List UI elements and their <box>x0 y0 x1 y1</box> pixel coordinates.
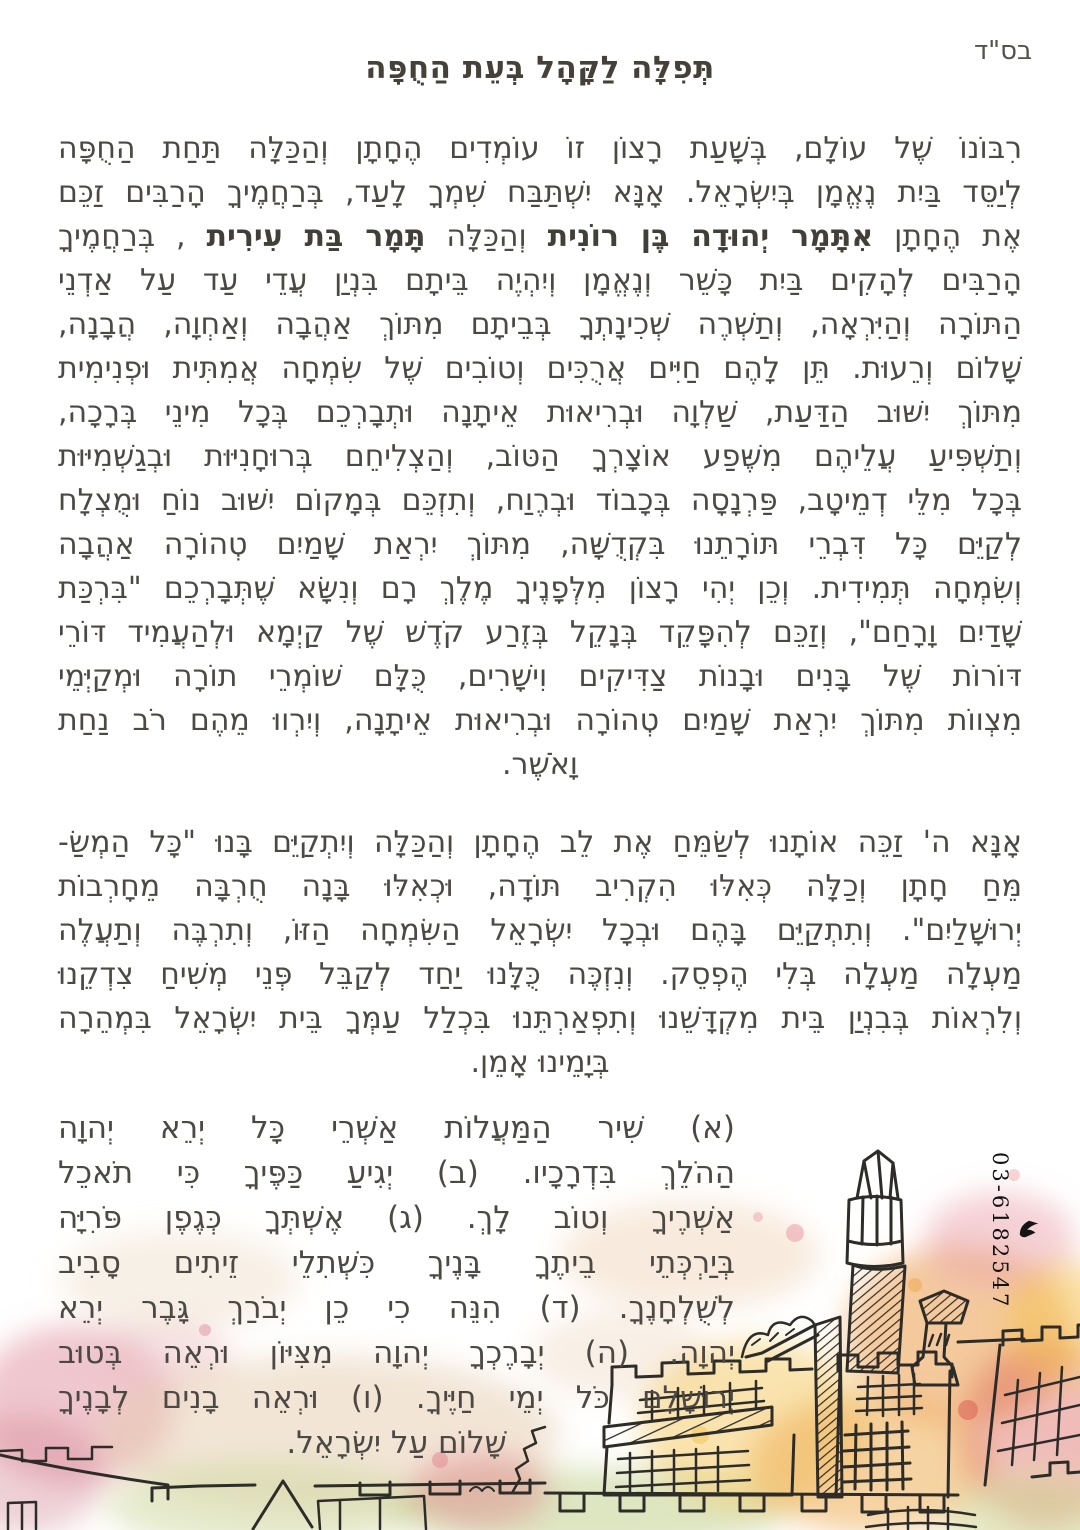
bsd-header: בס"ד <box>973 36 1032 66</box>
prayer-paragraph-second <box>58 821 1022 1085</box>
prayer-line: יְרוּשָׁלַיִם". וְתִתְקַיֵּם בָּהֶם וּבְכָל יִשְׂרָאֵל הַשִּׂמְחָה הַזּוֹ, וְתִרְבֶּה וְתַעֲלֶה <box>58 913 1022 948</box>
prayer-line: וְתַשְׁפִּיעַ עֲלֵיהֶם מִשֶּׁפַע אוֹצָרְךָ הַטּוֹב, וְהַצְלִיחֵם בְּרוּחָנִיּוּת וּבְגַשְׁמִיּוּת <box>58 439 1022 474</box>
prayer-line: שָׁלוֹם וְרֵעוּת. תֵּן לָהֶם חַיִּים אֲרֻכִּים וְטוֹבִים שֶׁל שִׂמְחָה אֲמִתִּית וּפְנִימִית <box>58 351 1022 386</box>
prayer-line: (א) שִׁיר הַמַּעֲלוֹת אַשְׁרֵי כָּל יְרֵא יְהוָה <box>58 1110 735 1146</box>
prayer-line: הַהֹלֵךְ בִּדְרָכָיו. (ב) יְגִיעַ כַּפֶּיךָ כִּי תֹאכֵל <box>58 1155 735 1191</box>
psalm-128-paragraph <box>58 1106 735 1466</box>
prayer-line: לְשֻׁלְחָנֶךָ. (ד) הִנֵּה כִי כֵן יְבֹרַךְ גָּבֶר יְרֵא <box>58 1290 735 1326</box>
prayer-line: יְרוּשָׁלָם כֹּל יְמֵי חַיֶּיךָ. (ו) וּרְאֵה בָנִים לְבָנֶיךָ <box>58 1380 735 1416</box>
prayer-paragraph-main <box>58 127 1022 787</box>
prayer-line: בְּכָל מִלֵּי דְמֵיטָב, פַּרְנָסָה בְּכָבוֹד וּבְרֶוַח, וְתִזְכֵּם בְּמָקוֹם יִשּׁוּב נוֹחַ וּמֻצְלָח <box>58 483 1022 518</box>
prayer-line: וְשִׂמְחָה תְּמִידִית. וְכֵן יְהִי רָצוֹן מִלְּפָנֶיךָ מֶלֶךְ רָם וְנִשָּׂא שֶׁתְּבָרְכֵם "בִּרְכַּת <box>58 571 1022 606</box>
prayer-line: אָנָּא ה' זַכֵּה אוֹתָנוּ לְשַׂמֵּחַ אֶת לֵב הֶחָתָן וְהַכַּלָּה וְיִתְקַיֵּם בָּנוּ "כָּל הַמְשַׂ- <box>58 825 1022 860</box>
prayer-line: הָרַבִּים לְהָקִים בַּיִת כָּשֵׁר וְנֶאֱמָן וְיִהְיֶה בֵּיתָם בִּנְיַן עֲדֵי עַד עַל אַדְנֵי <box>58 263 1022 298</box>
prayer-line: הַתּוֹרָה וְהַיִּרְאָה, וְתַשְׁרֶה שְׁכִינָתְךָ בְּבֵיתָם מִתּוֹךְ אַהֲבָה וְאַחְוָה, הֲבָנָה, <box>58 307 1022 342</box>
prayer-line: מַעְלָה מַעְלָה בְּלִי הֶפְסֵק. וְנִזְכֶּה כֻּלָּנוּ יַחַד לְקַבֵּל פְּנֵי מְשִׁיחַ צִדְקֵנוּ <box>58 957 1022 992</box>
prayer-line: בְּיָמֵינוּ אָמֵן. <box>470 1045 610 1080</box>
prayer-line: לְיַסֵּד בַּיִת נֶאֱמָן בְּיִשְׂרָאֵל. אָנָּא יִשְׁתַּבַּח שִׁמְךָ לָעַד, בְּרַחֲמֶיךָ הָרַבִּים זַכֵּם <box>58 175 1022 210</box>
prayer-line: מִצְווֹת מִתּוֹךְ יִרְאַת שָׁמַיִם טְהוֹרָה וּבְרִיאוּת אֵיתָנָה, וְיִרְווּ מֵהֶם רֹב נַחַת <box>58 703 1022 738</box>
prayer-line: לְקַיֵּם כָּל דִּבְרֵי תּוֹרָתֵנוּ בִּקְדֻשָּׁה, מִתּוֹךְ יִרְאַת שָׁמַיִם טְהוֹרָה אַהֲבָה <box>58 527 1022 562</box>
prayer-line: וְלִרְאוֹת בְּבִנְיַן בֵּית מִקְדָּשֵׁנוּ וְתִפְאַרְתֵּנוּ בִּכְלַל עַמְּךָ בֵּית יִשְׂרָאֵל בִּמְהֵרָה <box>58 1001 1022 1036</box>
prayer-line: רִבּוֹנוֹ שֶׁל עוֹלָם, בְּשָׁעַת רָצוֹן זוֹ עוֹמְדִים הֶחָתָן וְהַכַּלָּה תַּחַת הַחֻפָּה <box>58 131 1022 166</box>
prayer-line: מִתּוֹךְ יִשּׁוּב הַדַּעַת, שַׁלְוָה וּבְרִיאוּת אֵיתָנָה וּתְבָרְכֵם בְּכָל מִינֵי בְּרָכָה, <box>58 395 1022 430</box>
phone-number: 03-6182547 <box>988 1152 1012 1310</box>
phone-icon <box>1018 1218 1040 1240</box>
prayer-line: אֶת הֶחָתָן אִתָּמָר יְהוּדָה בֶּן רוֹנִית וְהַכַּלָּה תָּמָר בַּת עִירִית , בְּרַחֲמֶיךָ <box>58 219 1022 254</box>
prayer-line: דּוֹרוֹת שֶׁל בָּנִים וּבָנוֹת צַדִּיקִים וִישָׁרִים, כֻּלָּם שׁוֹמְרֵי תוֹרָה וּמְקַיְּמֵי <box>58 659 1022 694</box>
prayer-line: יְהוָה. (ה) יְבָרֶכְךָ יְהוָה מִצִּיּוֹן וּרְאֵה בְּטוּב <box>58 1335 735 1371</box>
prayer-line: וָאֹשֶׁר. <box>502 747 578 782</box>
prayer-line: מֵּחַ חָתָן וְכַלָּה כְּאִלּוּ הִקְרִיב תּוֹדָה, וּכְאִלּוּ בָּנָה חֻרְבָּה מֵחָרְבוֹת <box>58 869 1022 904</box>
prayer-line: שָׁלוֹם עַל יִשְׂרָאֵל. <box>286 1425 507 1461</box>
prayer-line: אַשְׁרֶיךָ וְטוֹב לָךְ. (ג) אֶשְׁתְּךָ כְּגֶפֶן פֹּרִיָּה <box>58 1200 735 1236</box>
page-title: תְּפִלָּה לַקָּהָל בְּעֵת הַחֻפָּה <box>365 50 715 86</box>
prayer-line: שָׁדַיִם וָרָחַם", וְזַכֵּם לְהִפָּקֵד בְּנָקֵל בְּזֶרַע קֹדֶשׁ שֶׁל קַיְמָא וּלְהַעֲמִיד דּוֹרֵי <box>58 615 1022 650</box>
phone-number-vertical <box>988 1152 1040 1309</box>
prayer-line: בְּיַרְכְּתֵי בֵיתֶךָ בָּנֶיךָ כִּשְׁתִלֵי זֵיתִים סָבִיב <box>58 1245 735 1281</box>
